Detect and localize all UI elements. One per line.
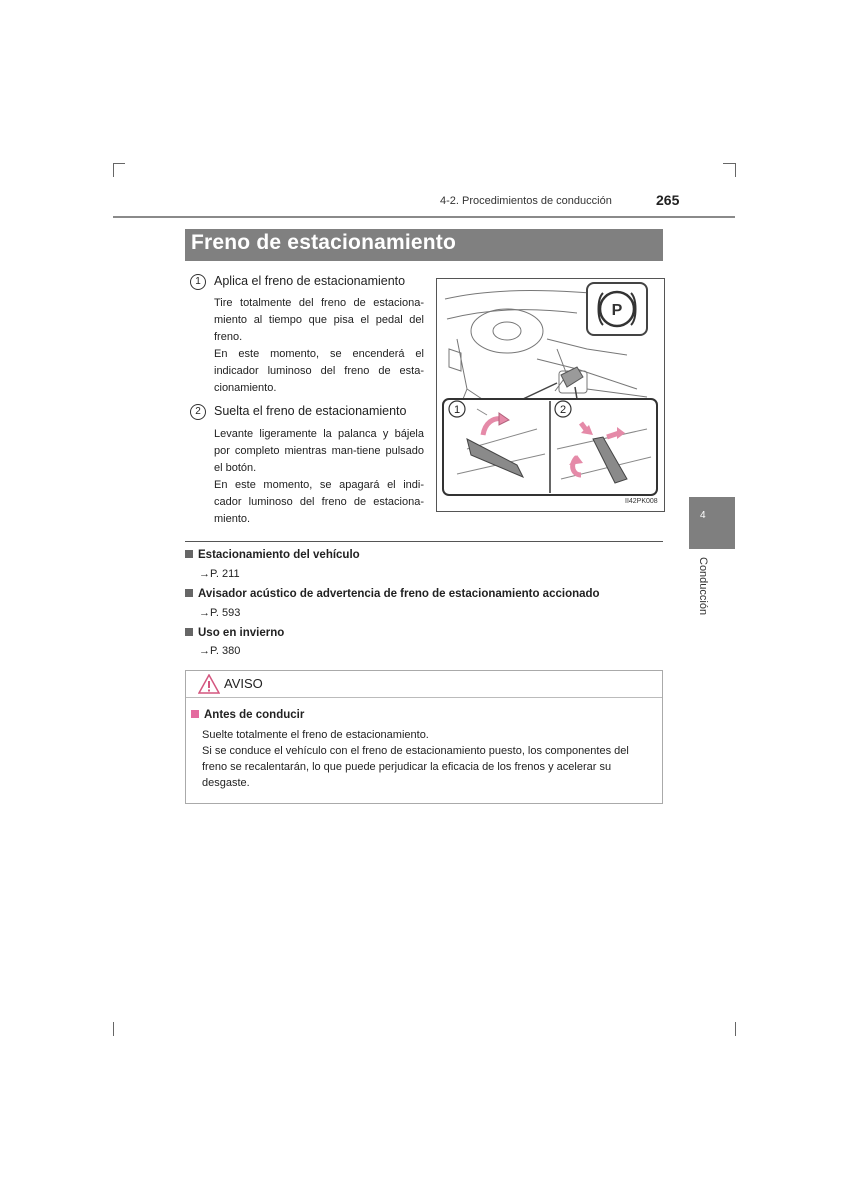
section-title-bar [185, 229, 663, 261]
ref-heading-winter [185, 627, 284, 639]
square-bullet-icon [191, 710, 199, 718]
step-title: Aplica el freno de estacionamiento [214, 274, 406, 288]
step-paragraph: En este momento, se encenderá el indicador luminoso del freno de esta-cionamiento. [214, 348, 424, 394]
section-header: 4-2. Procedimientos de conducción [440, 195, 612, 207]
ref-link-buzzer[interactable]: →P. 593 [199, 607, 241, 619]
ref-heading-text: Estacionamiento del vehículo [198, 549, 360, 561]
step-title: Suelta el freno de estacionamiento [214, 404, 407, 418]
header-rule [113, 216, 735, 218]
square-bullet-icon [185, 589, 193, 597]
step-2-text [214, 426, 424, 528]
step-number-circle: 1 [190, 274, 206, 290]
warning-box [185, 670, 663, 804]
ref-heading-parking [185, 549, 360, 561]
square-bullet-icon [185, 550, 193, 558]
warning-line: Suelte totalmente el freno de estacionamiento. [202, 729, 429, 741]
warning-title: AVISO [224, 676, 263, 691]
ref-link-parking[interactable]: →P. 211 [199, 568, 240, 580]
step-number-circle: 2 [190, 404, 206, 420]
warning-header [186, 671, 662, 698]
chapter-number: 4 [700, 510, 706, 521]
step-1-text [214, 295, 424, 397]
step-2-heading [190, 404, 407, 420]
crop-mark [113, 163, 125, 164]
warning-body [202, 727, 654, 791]
page-number: 265 [656, 192, 680, 208]
warning-line: Si se conduce el vehículo con el freno de estacionamiento puesto, los componentes del freno se recalentarán, lo que puede perjudicar la eficacia de los frenos y acelerar su desgaste. [202, 745, 629, 789]
step-1-heading [190, 274, 405, 290]
warning-triangle-icon [198, 674, 220, 694]
step-paragraph: En este momento, se apagará el indi-cador luminoso del freno de estaciona-miento. [214, 479, 424, 525]
ref-link-winter[interactable]: →P. 380 [199, 645, 241, 657]
brake-indicator-letter: P [611, 302, 623, 319]
dashboard-drawing [437, 279, 664, 511]
crop-mark [113, 1022, 114, 1036]
square-bullet-icon [185, 628, 193, 636]
warning-subheading [191, 709, 304, 721]
parking-brake-illustration [436, 278, 665, 512]
warning-subheading-text: Antes de conducir [204, 709, 305, 721]
panel-2-label: 2 [559, 404, 567, 416]
ref-heading-text: Uso en invierno [198, 627, 285, 639]
illustration-code: II42PK008 [625, 498, 658, 505]
crop-mark [723, 163, 735, 164]
crop-mark [735, 1022, 736, 1036]
crop-mark [113, 163, 114, 177]
section-divider [185, 541, 663, 542]
ref-heading-buzzer [185, 588, 600, 600]
panel-1-label: 1 [453, 404, 461, 416]
step-paragraph: Levante ligeramente la palanca y bájela por completo mientras man-tiene pulsado el botón. [214, 428, 424, 474]
page-title: Freno de estacionamiento [191, 231, 457, 254]
chapter-label: Conducción [697, 557, 709, 616]
chapter-tab [689, 497, 735, 549]
step-paragraph: Tire totalmente del freno de estaciona-miento al tiempo que pisa el pedal del freno. [214, 297, 424, 343]
crop-mark [735, 163, 736, 177]
ref-heading-text: Avisador acústico de advertencia de freno de estacionamiento accionado [198, 588, 600, 600]
